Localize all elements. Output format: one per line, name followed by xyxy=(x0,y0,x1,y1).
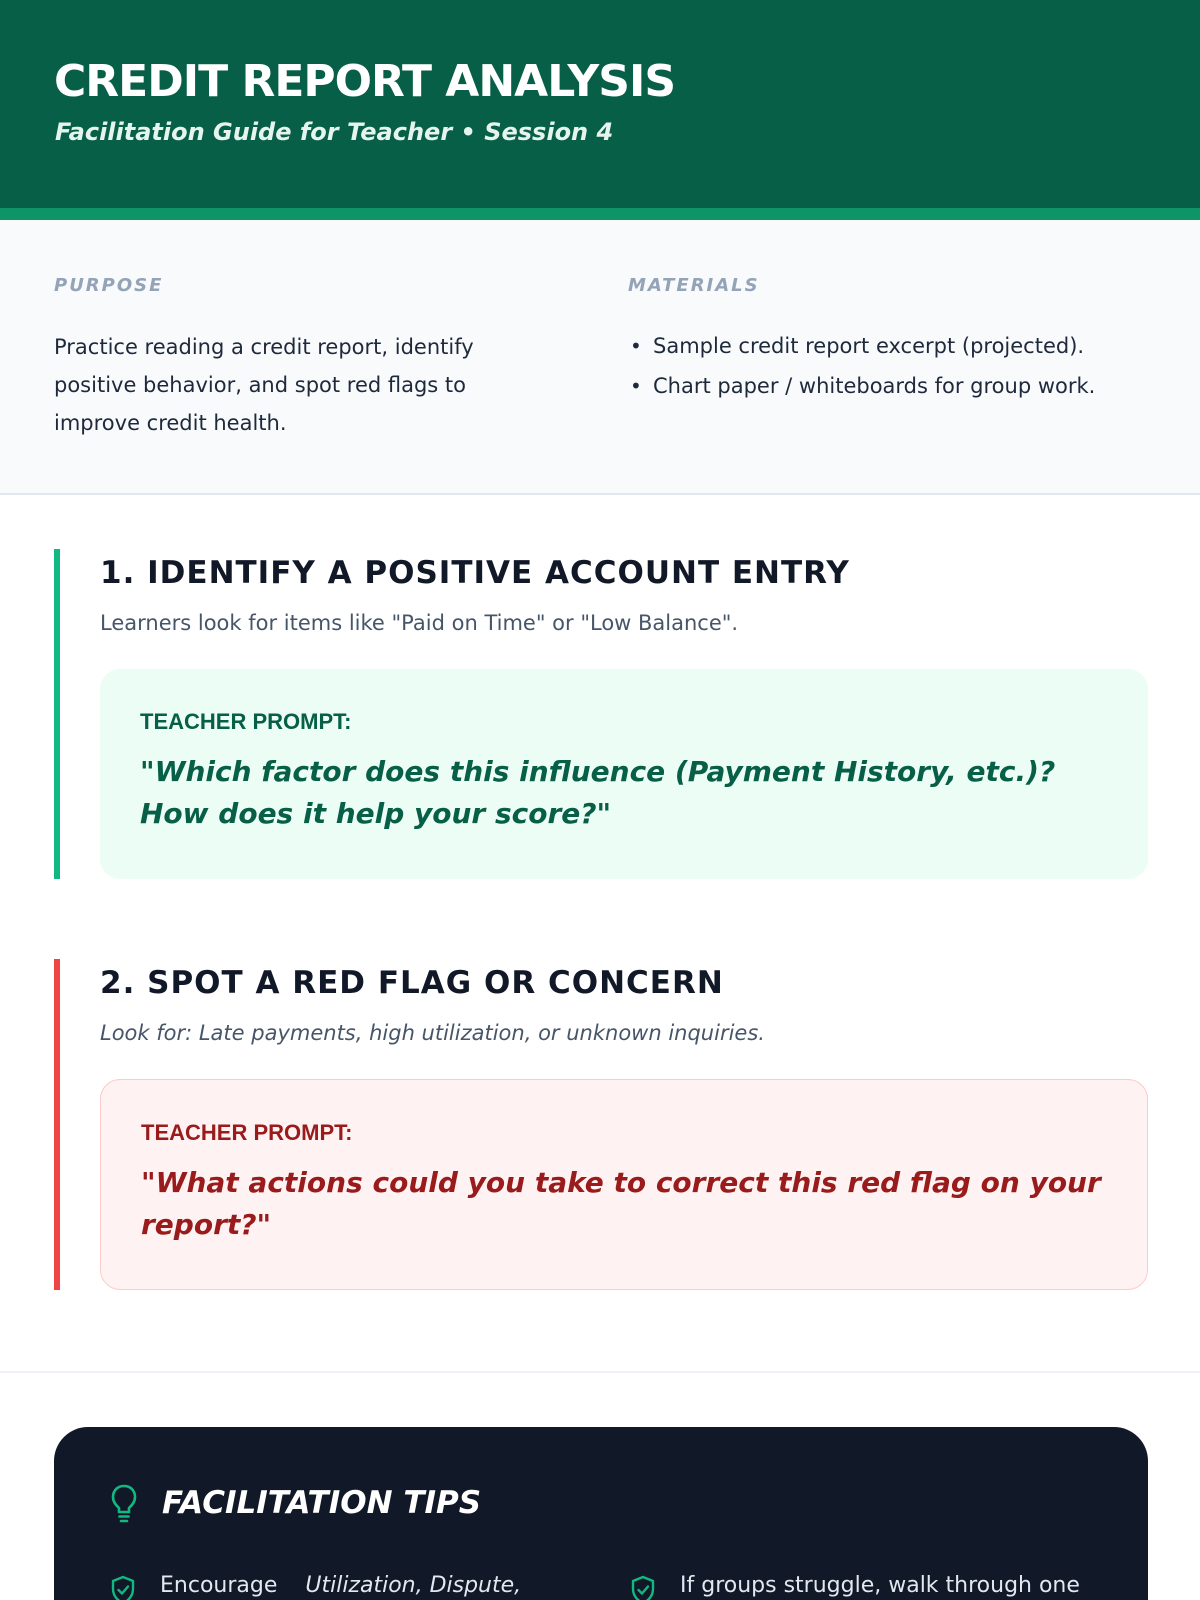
tip-emphasis: Utilization, Dispute, xyxy=(305,1573,522,1598)
shield-check-icon xyxy=(110,1575,136,1600)
list-item xyxy=(110,1573,580,1600)
material-text: Sample credit report excerpt (projected). xyxy=(653,334,1085,358)
tip-lead: If groups struggle, walk through one xyxy=(680,1573,1080,1598)
teacher-prompt-box xyxy=(100,669,1148,879)
section-accent-bar xyxy=(54,549,60,879)
teacher-prompt-label: TEACHER PROMPT: xyxy=(140,709,352,734)
list-item xyxy=(630,1573,1130,1600)
section-red-flag xyxy=(54,959,1148,1290)
bullet-icon: • xyxy=(630,374,642,398)
teacher-prompt-label: TEACHER PROMPT: xyxy=(141,1120,353,1145)
teacher-prompt-box xyxy=(100,1079,1148,1290)
section-description: Look for: Late payments, high utilization, or unknown inquiries. xyxy=(100,1021,765,1045)
tip-text xyxy=(160,1573,521,1598)
teacher-prompt-quote: "What actions could you take to correct this red flag on your report?" xyxy=(141,1166,1101,1241)
page-header xyxy=(0,0,1200,208)
tips-title: FACILITATION TIPS xyxy=(162,1485,482,1521)
purpose-text: Practice reading a credit report, identify positive behavior, and spot red flags to improve credit health. xyxy=(54,335,474,435)
tip-lead: Encourage xyxy=(160,1573,278,1598)
tip-text xyxy=(680,1573,1080,1598)
material-text: Chart paper / whiteboards for group work. xyxy=(653,374,1096,398)
section-description: Learners look for items like "Paid on Time" or "Low Balance". xyxy=(100,611,739,635)
page-title: CREDIT REPORT ANALYSIS xyxy=(54,56,676,107)
header-accent-stripe xyxy=(0,208,1200,220)
teacher-prompt-quote: "Which factor does this influence (Payment History, etc.)? How does it help your score?" xyxy=(140,755,1056,830)
facilitation-tips-panel xyxy=(54,1427,1148,1600)
list-item xyxy=(628,326,1188,366)
section-title: 1. IDENTIFY A POSITIVE ACCOUNT ENTRY xyxy=(100,555,850,591)
section-title: 2. SPOT A RED FLAG OR CONCERN xyxy=(100,965,724,1001)
purpose-label: PURPOSE xyxy=(54,275,164,296)
bullet-icon: • xyxy=(630,334,642,358)
lightbulb-icon xyxy=(111,1483,137,1523)
page-subtitle: Facilitation Guide for Teacher • Session 4 xyxy=(55,118,614,146)
shield-check-icon xyxy=(630,1575,656,1600)
materials-label: MATERIALS xyxy=(628,275,760,296)
info-band xyxy=(0,220,1200,495)
section-positive-entry xyxy=(54,549,1148,879)
materials-list xyxy=(628,326,1188,406)
list-item xyxy=(628,366,1188,406)
section-divider xyxy=(0,1371,1200,1373)
section-accent-bar xyxy=(54,959,60,1290)
